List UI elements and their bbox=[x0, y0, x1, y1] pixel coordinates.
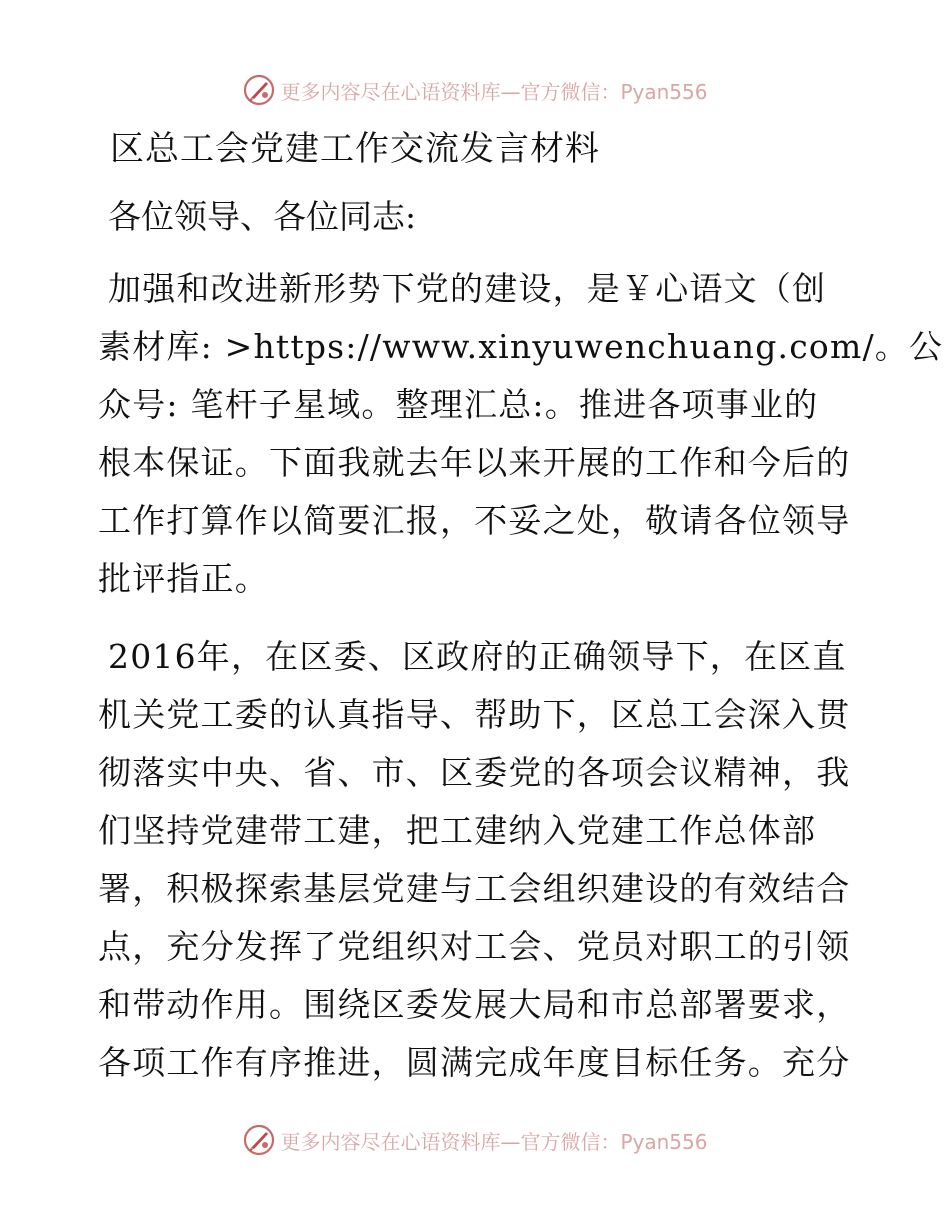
greeting: 各位领导、各位同志: bbox=[108, 197, 417, 236]
quill-seal-icon bbox=[242, 73, 276, 107]
document-body bbox=[98, 125, 944, 1112]
text-line: 工作打算作以简要汇报，不妥之处，敬请各位领导 bbox=[98, 501, 851, 540]
text-line: 批评指正。 bbox=[98, 559, 269, 598]
paragraph-2 bbox=[98, 628, 858, 1092]
text-line: 素材库: >https://www.xinyuwenchuang.com/。公 bbox=[98, 327, 944, 366]
text-line: 彻落实中央、省、市、区委党的各项会议精神，我 bbox=[98, 753, 851, 792]
text-line: 众号: 笔杆子星域。整理汇总:。推进各项事业的 bbox=[98, 385, 819, 424]
header-watermark bbox=[0, 70, 950, 110]
quill-seal-icon bbox=[242, 1123, 276, 1157]
text-line: 加强和改进新形势下党的建设，是￥心语文（创 bbox=[108, 269, 827, 308]
text-line: 机关党工委的认真指导、帮助下，区总工会深入贯 bbox=[98, 695, 851, 734]
text-line: 们坚持党建带工建，把工建纳入党建工作总体部 bbox=[98, 811, 817, 850]
text-line: 点，充分发挥了党组织对工会、党员对职工的引领 bbox=[98, 927, 851, 966]
text-line: 各项工作有序推进，圆满完成年度目标任务。充分 bbox=[98, 1043, 851, 1082]
footer-watermark bbox=[0, 1120, 950, 1160]
text-line: 根本保证。下面我就去年以来开展的工作和今后的 bbox=[98, 443, 851, 482]
watermark-text: 更多内容尽在心语资料库—官方微信：Pyan556 bbox=[280, 1129, 708, 1154]
text-line: 署，积极探索基层党建与工会组织建设的有效结合 bbox=[98, 869, 851, 908]
document-title: 区总工会党建工作交流发言材料 bbox=[110, 129, 600, 169]
watermark-text: 更多内容尽在心语资料库—官方微信：Pyan556 bbox=[280, 79, 708, 104]
paragraph-1 bbox=[98, 260, 944, 608]
text-line: 2016年，在区委、区政府的正确领导下，在区直 bbox=[108, 637, 847, 676]
text-line: 和带动作用。围绕区委发展大局和市总部署要求， bbox=[98, 985, 851, 1024]
